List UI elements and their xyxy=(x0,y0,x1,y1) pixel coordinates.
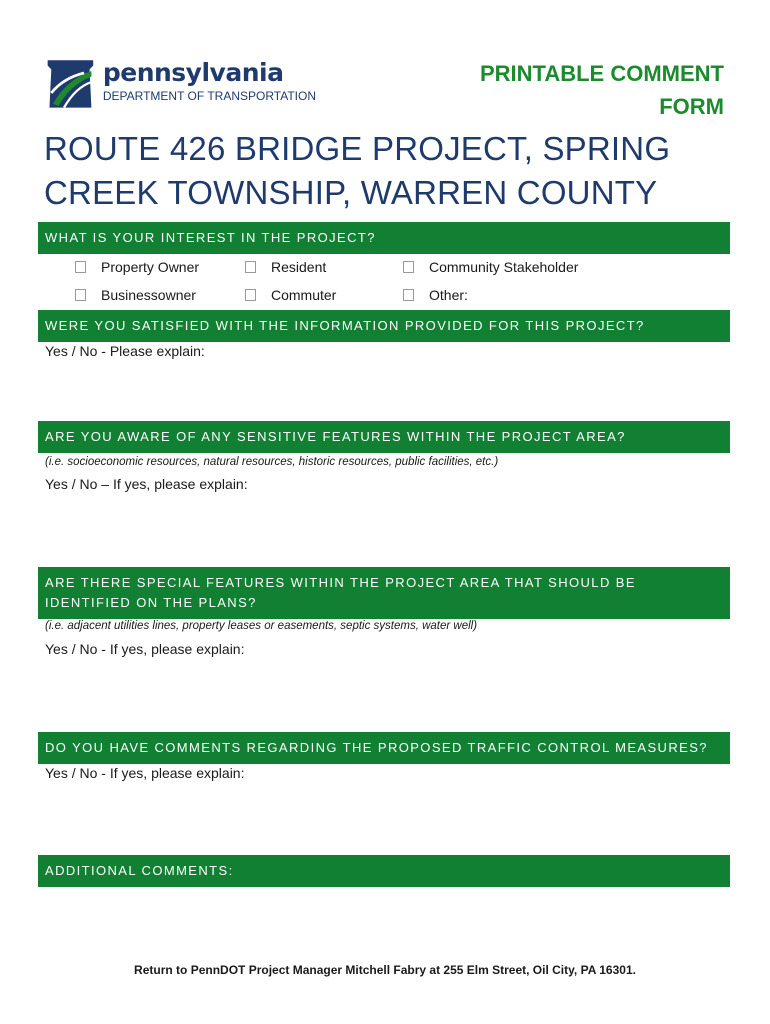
form-title xyxy=(404,57,724,123)
satisfied-prompt: Yes / No - Please explain: xyxy=(45,343,205,359)
project-title xyxy=(44,127,734,215)
checkbox-icon[interactable] xyxy=(75,289,86,301)
section-heading-traffic: DO YOU HAVE COMMENTS REGARDING THE PROPOSED TRAFFIC CONTROL MEASURES? xyxy=(38,732,730,764)
special-note: (i.e. adjacent utilities lines, property leases or easements, septic systems, water well) xyxy=(45,620,478,632)
checkbox-icon[interactable] xyxy=(245,261,256,273)
form-title-line-2: FORM xyxy=(659,94,724,119)
option-resident[interactable]: Resident xyxy=(245,259,326,275)
checkbox-icon[interactable] xyxy=(75,261,86,273)
form-title-line-1: PRINTABLE COMMENT xyxy=(479,61,724,86)
special-heading-line-2: IDENTIFIED ON THE PLANS? xyxy=(45,595,257,610)
sensitive-prompt: Yes / No – If yes, please explain: xyxy=(45,476,248,492)
option-businessowner[interactable]: Businessowner xyxy=(75,287,196,303)
section-heading-special xyxy=(38,567,730,619)
logo-department: DEPARTMENT OF TRANSPORTATION xyxy=(102,89,316,103)
special-prompt: Yes / No - If yes, please explain: xyxy=(45,641,245,657)
checkbox-icon[interactable] xyxy=(245,289,256,301)
section-heading-additional: ADDITIONAL COMMENTS: xyxy=(38,855,730,887)
checkbox-icon[interactable] xyxy=(403,261,414,273)
return-address-footer: Return to PennDOT Project Manager Mitchell Fabry at 255 Elm Street, Oil City, PA 16301. xyxy=(134,963,636,977)
section-heading-sensitive: ARE YOU AWARE OF ANY SENSITIVE FEATURES WITHIN THE PROJECT AREA? xyxy=(38,421,730,453)
option-community-stakeholder[interactable]: Community Stakeholder xyxy=(403,259,578,275)
project-title-line-1: ROUTE 426 BRIDGE PROJECT, SPRING xyxy=(44,130,671,167)
traffic-prompt: Yes / No - If yes, please explain: xyxy=(45,765,245,781)
project-title-line-2: CREEK TOWNSHIP, WARREN COUNTY xyxy=(44,174,658,211)
checkbox-icon[interactable] xyxy=(403,289,414,301)
section-heading-interest: WHAT IS YOUR INTEREST IN THE PROJECT? xyxy=(38,222,730,254)
penndot-logo xyxy=(44,54,316,112)
keystone-icon xyxy=(44,54,97,112)
logo-wordmark: pennsylvania xyxy=(102,58,284,87)
section-heading-satisfied: WERE YOU SATISFIED WITH THE INFORMATION PROVIDED FOR THIS PROJECT? xyxy=(38,310,730,342)
special-heading-line-1: ARE THERE SPECIAL FEATURES WITHIN THE PROJECT AREA THAT SHOULD BE xyxy=(45,575,636,590)
option-commuter[interactable]: Commuter xyxy=(245,287,336,303)
sensitive-note: (i.e. socioeconomic resources, natural resources, historic resources, public facilities, etc.) xyxy=(45,456,499,468)
option-other[interactable]: Other: xyxy=(403,287,468,303)
option-property-owner[interactable]: Property Owner xyxy=(75,259,199,275)
